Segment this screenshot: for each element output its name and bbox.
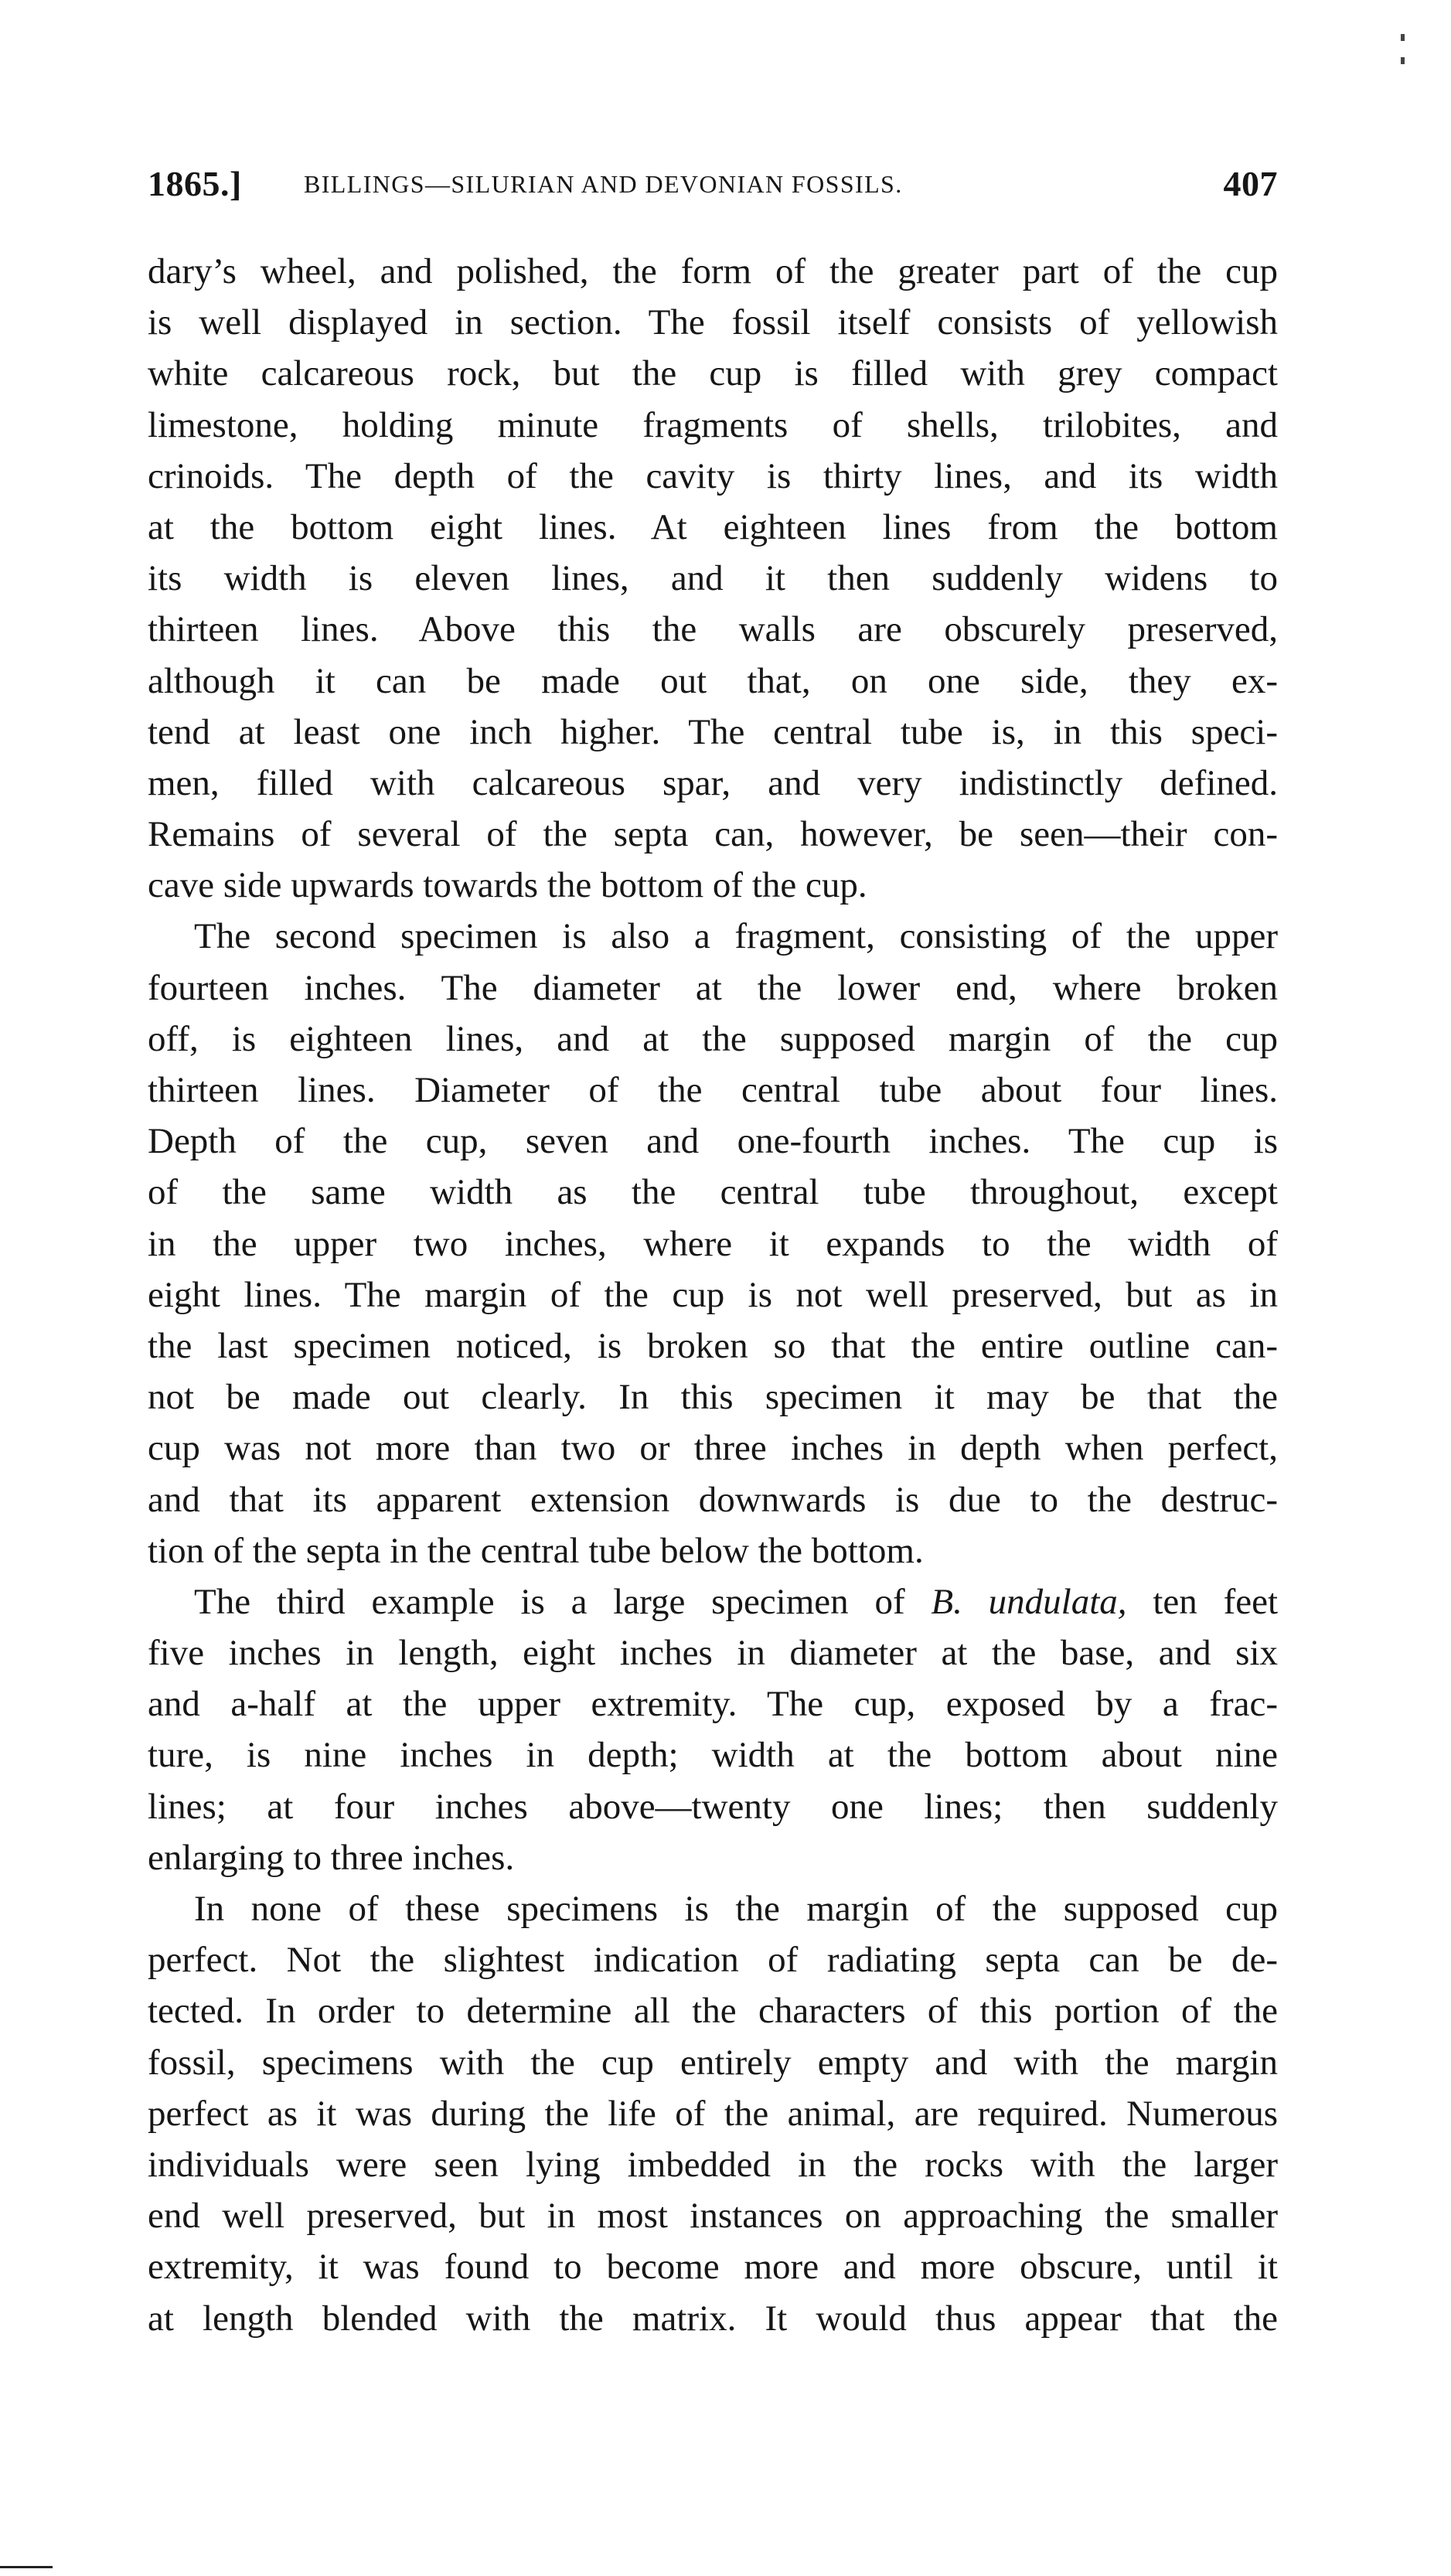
text-line: five inches in length, eight inches in diameter at the base, and six <box>148 1633 1278 1674</box>
text-line: of the same width as the central tube throughout, except <box>148 1172 1278 1213</box>
text-line: In none of these specimens is the margin of the supposed cup <box>194 1889 1278 1929</box>
text-line: off, is eighteen lines, and at the supposed margin of the cup <box>148 1018 1278 1059</box>
text-line: cave side upwards towards the bottom of the cup. <box>148 865 867 906</box>
text-span: ten feet <box>1126 1581 1279 1622</box>
text-line: fossil, specimens with the cup entirely empty and with the margin <box>148 2042 1278 2083</box>
text-line: not be made out clearly. In this specimen it may be that the <box>148 1377 1278 1418</box>
text-line: its width is eleven lines, and it then suddenly widens to <box>148 558 1278 599</box>
text-line: tend at least one inch higher. The central tube is, in this speci- <box>148 711 1278 752</box>
text-line-with-italic <box>148 1576 1278 1627</box>
text-line: individuals were seen lying imbedded in the rocks with the larger <box>148 2144 1278 2185</box>
text-line: lines; at four inches above—twenty one lines; then suddenly <box>148 1786 1278 1827</box>
text-line: white calcareous rock, but the cup is filled with grey compact <box>148 353 1278 394</box>
species-name: B. undulata, <box>931 1581 1127 1622</box>
text-line: and that its apparent extension downwards is due to the destruc- <box>148 1479 1278 1520</box>
text-span: The third example is a large specimen of <box>194 1581 932 1622</box>
text-line: end well preserved, but in most instances on approaching the smaller <box>148 2196 1278 2237</box>
header-year: 1865.] <box>148 164 242 203</box>
text-line: enlarging to three inches. <box>148 1837 515 1878</box>
text-line: limestone, holding minute fragments of shells, trilobites, and <box>148 404 1278 445</box>
running-header <box>148 159 1278 209</box>
text-line: The second specimen is also a fragment, consisting of the upper <box>194 916 1278 957</box>
text-line: fourteen inches. The diameter at the lower end, where broken <box>148 967 1278 1008</box>
text-line: perfect as it was during the life of the animal, are required. Numerous <box>148 2093 1278 2134</box>
text-line: ture, is nine inches in depth; width at the bottom about nine <box>148 1735 1278 1776</box>
text-line: thirteen lines. Above this the walls are obscurely preserved, <box>148 609 1278 650</box>
page-number: 407 <box>1223 164 1278 203</box>
text-line: Depth of the cup, seven and one-fourth inches. The cup is <box>148 1121 1278 1162</box>
text-line: the last specimen noticed, is broken so that the entire outline can- <box>148 1325 1278 1366</box>
text-line: Remains of several of the septa can, however, be seen—their con- <box>148 814 1278 855</box>
body-text <box>148 246 1278 2344</box>
bottom-rule <box>0 2566 53 2568</box>
text-line: men, filled with calcareous spar, and very indistinctly defined. <box>148 762 1278 803</box>
text-line: although it can be made out that, on one side, they ex- <box>148 660 1278 701</box>
text-line: tected. In order to determine all the characters of this portion of the <box>148 1991 1278 2032</box>
text-line: at length blended with the matrix. It would thus appear that the <box>148 2298 1278 2339</box>
text-line: in the upper two inches, where it expands to the width of <box>148 1223 1278 1264</box>
text-line: and a-half at the upper extremity. The cup, exposed by a frac- <box>148 1684 1278 1725</box>
text-line: tion of the septa in the central tube below the bottom. <box>148 1530 924 1571</box>
text-line: perfect. Not the slightest indication of radiating septa can be de- <box>148 1940 1278 1981</box>
text-line: crinoids. The depth of the cavity is thirty lines, and its width <box>148 455 1278 496</box>
text-line: extremity, it was found to become more and more obscure, until it <box>148 2247 1278 2288</box>
text-line: at the bottom eight lines. At eighteen lines from the bottom <box>148 506 1278 547</box>
text-line: dary’s wheel, and polished, the form of the greater part of the cup <box>148 251 1278 291</box>
text-line: cup was not more than two or three inches in depth when perfect, <box>148 1428 1278 1469</box>
text-line: thirteen lines. Diameter of the central tube about four lines. <box>148 1070 1278 1110</box>
text-line: eight lines. The margin of the cup is not well preserved, but as in <box>148 1274 1278 1315</box>
text-line: is well displayed in section. The fossil itself consists of yellowish <box>148 302 1278 343</box>
header-title: BILLINGS—SILURIAN AND DEVONIAN FOSSILS. <box>304 170 903 198</box>
page-edge-mark <box>1401 34 1405 77</box>
